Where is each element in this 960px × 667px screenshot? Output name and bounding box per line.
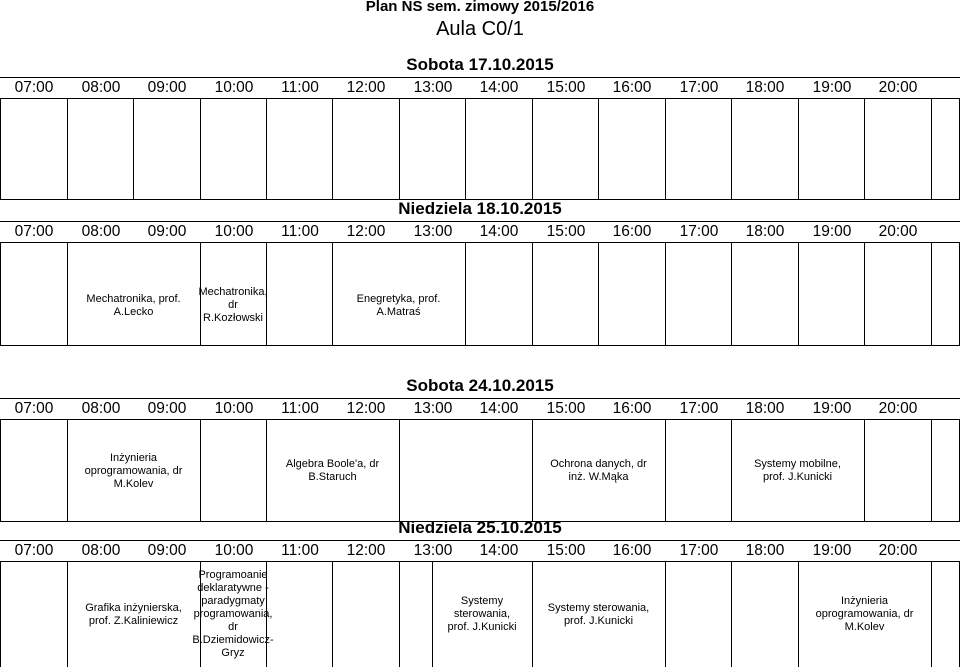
class-block[interactable]	[532, 420, 665, 522]
hour-label: 19:00	[812, 400, 852, 417]
hour-label: 11:00	[281, 542, 319, 559]
hour-label: 07:00	[14, 223, 54, 240]
hour-label: 09:00	[147, 542, 187, 559]
class-label: Enegretyka, prof. A.Matraś	[356, 292, 441, 318]
hour-label: 09:00	[147, 223, 187, 240]
grid-line	[200, 420, 201, 522]
grid-line	[0, 243, 1, 346]
hour-label: 14:00	[479, 79, 519, 96]
grid-line	[399, 99, 400, 200]
schedule-title: Plan NS sem. zimowy 2015/2016	[365, 0, 595, 15]
hour-label: 16:00	[612, 542, 652, 559]
class-block[interactable]	[332, 243, 465, 368]
day-title: Niedziela 18.10.2015	[398, 199, 562, 218]
hour-label: 08:00	[81, 79, 121, 96]
hour-label: 20:00	[878, 400, 918, 417]
hour-label: 14:00	[479, 542, 519, 559]
grid-line	[200, 99, 201, 200]
grid-line	[133, 99, 134, 200]
grid-line	[665, 420, 666, 522]
grid-line	[465, 243, 466, 346]
day-grid	[0, 99, 960, 200]
hour-label: 15:00	[546, 223, 586, 240]
hour-label: 18:00	[745, 223, 785, 240]
hour-label: 07:00	[14, 79, 54, 96]
hour-label: 08:00	[81, 223, 121, 240]
hour-label: 19:00	[812, 542, 852, 559]
grid-line	[731, 243, 732, 346]
grid-line	[399, 420, 400, 522]
grid-line	[0, 99, 1, 200]
class-block[interactable]	[532, 562, 665, 667]
hour-label: 20:00	[878, 542, 918, 559]
grid-line	[67, 99, 68, 200]
day-title: Sobota 17.10.2015	[406, 55, 554, 74]
class-label: Ochrona danych, dr inż. W.Mąka	[550, 458, 647, 483]
grid-line	[864, 243, 865, 346]
grid-line	[266, 99, 267, 200]
class-block[interactable]	[67, 243, 200, 368]
hour-label: 17:00	[679, 223, 719, 240]
hour-label: 10:00	[214, 223, 254, 240]
class-block[interactable]	[731, 420, 864, 522]
hour-label: 10:00	[214, 400, 254, 417]
grid-line	[0, 420, 1, 522]
grid-line	[731, 562, 732, 667]
hour-label: 10:00	[214, 542, 254, 559]
hour-label: 15:00	[546, 542, 586, 559]
class-block[interactable]	[798, 562, 931, 667]
day-title: Niedziela 25.10.2015	[398, 518, 562, 537]
hour-label: 18:00	[745, 79, 785, 96]
hour-label: 09:00	[147, 79, 187, 96]
grid-line	[532, 99, 533, 200]
hour-label: 17:00	[679, 79, 719, 96]
hour-label: 11:00	[281, 223, 319, 240]
hour-label: 07:00	[14, 542, 54, 559]
class-label: Mechatronika, dr R.Kozłowski	[198, 286, 268, 324]
hour-label: 18:00	[745, 542, 785, 559]
class-label: Systemy sterowania, prof. J.Kunicki	[547, 601, 650, 627]
class-block[interactable]	[200, 243, 266, 368]
hour-label: 13:00	[413, 542, 453, 559]
class-label: Programoanie deklaratywne - paradygmaty programowania, dr B.Dziemidowicz- Gryz	[192, 569, 274, 659]
hour-label: 15:00	[546, 79, 586, 96]
hour-label: 15:00	[546, 400, 586, 417]
grid-line	[931, 420, 932, 522]
class-label: Systemy sterowania, prof. J.Kunicki	[447, 595, 517, 633]
grid-line	[665, 243, 666, 346]
grid-line	[0, 562, 1, 667]
grid-line	[931, 99, 932, 200]
class-label: Algebra Boole'a, dr B.Staruch	[285, 458, 380, 483]
grid-line	[465, 99, 466, 200]
grid-line	[598, 99, 599, 200]
hour-label: 12:00	[346, 542, 386, 559]
room-name: Aula C0/1	[436, 18, 524, 40]
hour-label: 16:00	[612, 400, 652, 417]
class-label: Grafika inżynierska, prof. Z.Kaliniewicz	[85, 601, 182, 627]
day-title: Sobota 24.10.2015	[406, 376, 554, 395]
grid-line	[931, 243, 932, 346]
grid-line	[332, 99, 333, 200]
grid-line	[731, 99, 732, 200]
hour-label: 13:00	[413, 223, 453, 240]
grid-line	[332, 562, 333, 667]
class-label: Inżynieria oprogramowania, dr M.Kolev	[815, 595, 914, 633]
class-label: Inżynieria oprogramowania, dr M.Kolev	[84, 451, 183, 490]
hour-label: 08:00	[81, 400, 121, 417]
hour-label: 19:00	[812, 223, 852, 240]
hour-label: 16:00	[612, 79, 652, 96]
grid-line	[931, 562, 932, 667]
hour-label: 07:00	[14, 400, 54, 417]
hours-row	[0, 221, 960, 243]
class-block[interactable]	[67, 420, 200, 522]
hour-label: 08:00	[81, 542, 121, 559]
grid-line	[665, 99, 666, 200]
hour-label: 14:00	[479, 223, 519, 240]
hour-label: 09:00	[147, 400, 187, 417]
hour-label: 13:00	[413, 79, 453, 96]
class-label: Mechatronika, prof. A.Lecko	[86, 292, 181, 318]
grid-line	[864, 99, 865, 200]
hour-label: 18:00	[745, 400, 785, 417]
grid-line	[798, 99, 799, 200]
class-label: Systemy mobilne, prof. J.Kunicki	[754, 458, 841, 483]
hour-label: 17:00	[679, 542, 719, 559]
day-grid	[0, 562, 960, 667]
hours-row	[0, 77, 960, 99]
grid-line	[598, 243, 599, 346]
hours-row	[0, 540, 960, 562]
class-block[interactable]	[266, 420, 399, 522]
hour-label: 17:00	[679, 400, 719, 417]
hour-label: 12:00	[346, 223, 386, 240]
hour-label: 11:00	[281, 400, 319, 417]
hour-label: 12:00	[346, 400, 386, 417]
grid-line	[532, 243, 533, 346]
hour-label: 20:00	[878, 79, 918, 96]
hour-label: 20:00	[878, 223, 918, 240]
class-block[interactable]	[192, 562, 274, 667]
day-grid	[0, 420, 960, 522]
hour-label: 16:00	[612, 223, 652, 240]
hour-label: 19:00	[812, 79, 852, 96]
day-grid	[0, 243, 960, 346]
hour-label: 11:00	[281, 79, 319, 96]
hour-label: 14:00	[479, 400, 519, 417]
grid-line	[665, 562, 666, 667]
grid-line	[864, 420, 865, 522]
hour-label: 13:00	[413, 400, 453, 417]
grid-line	[798, 243, 799, 346]
grid-line	[399, 562, 400, 667]
class-block[interactable]	[432, 562, 532, 667]
hours-row	[0, 398, 960, 420]
hour-label: 10:00	[214, 79, 254, 96]
class-block[interactable]	[67, 562, 200, 667]
hour-label: 12:00	[346, 79, 386, 96]
